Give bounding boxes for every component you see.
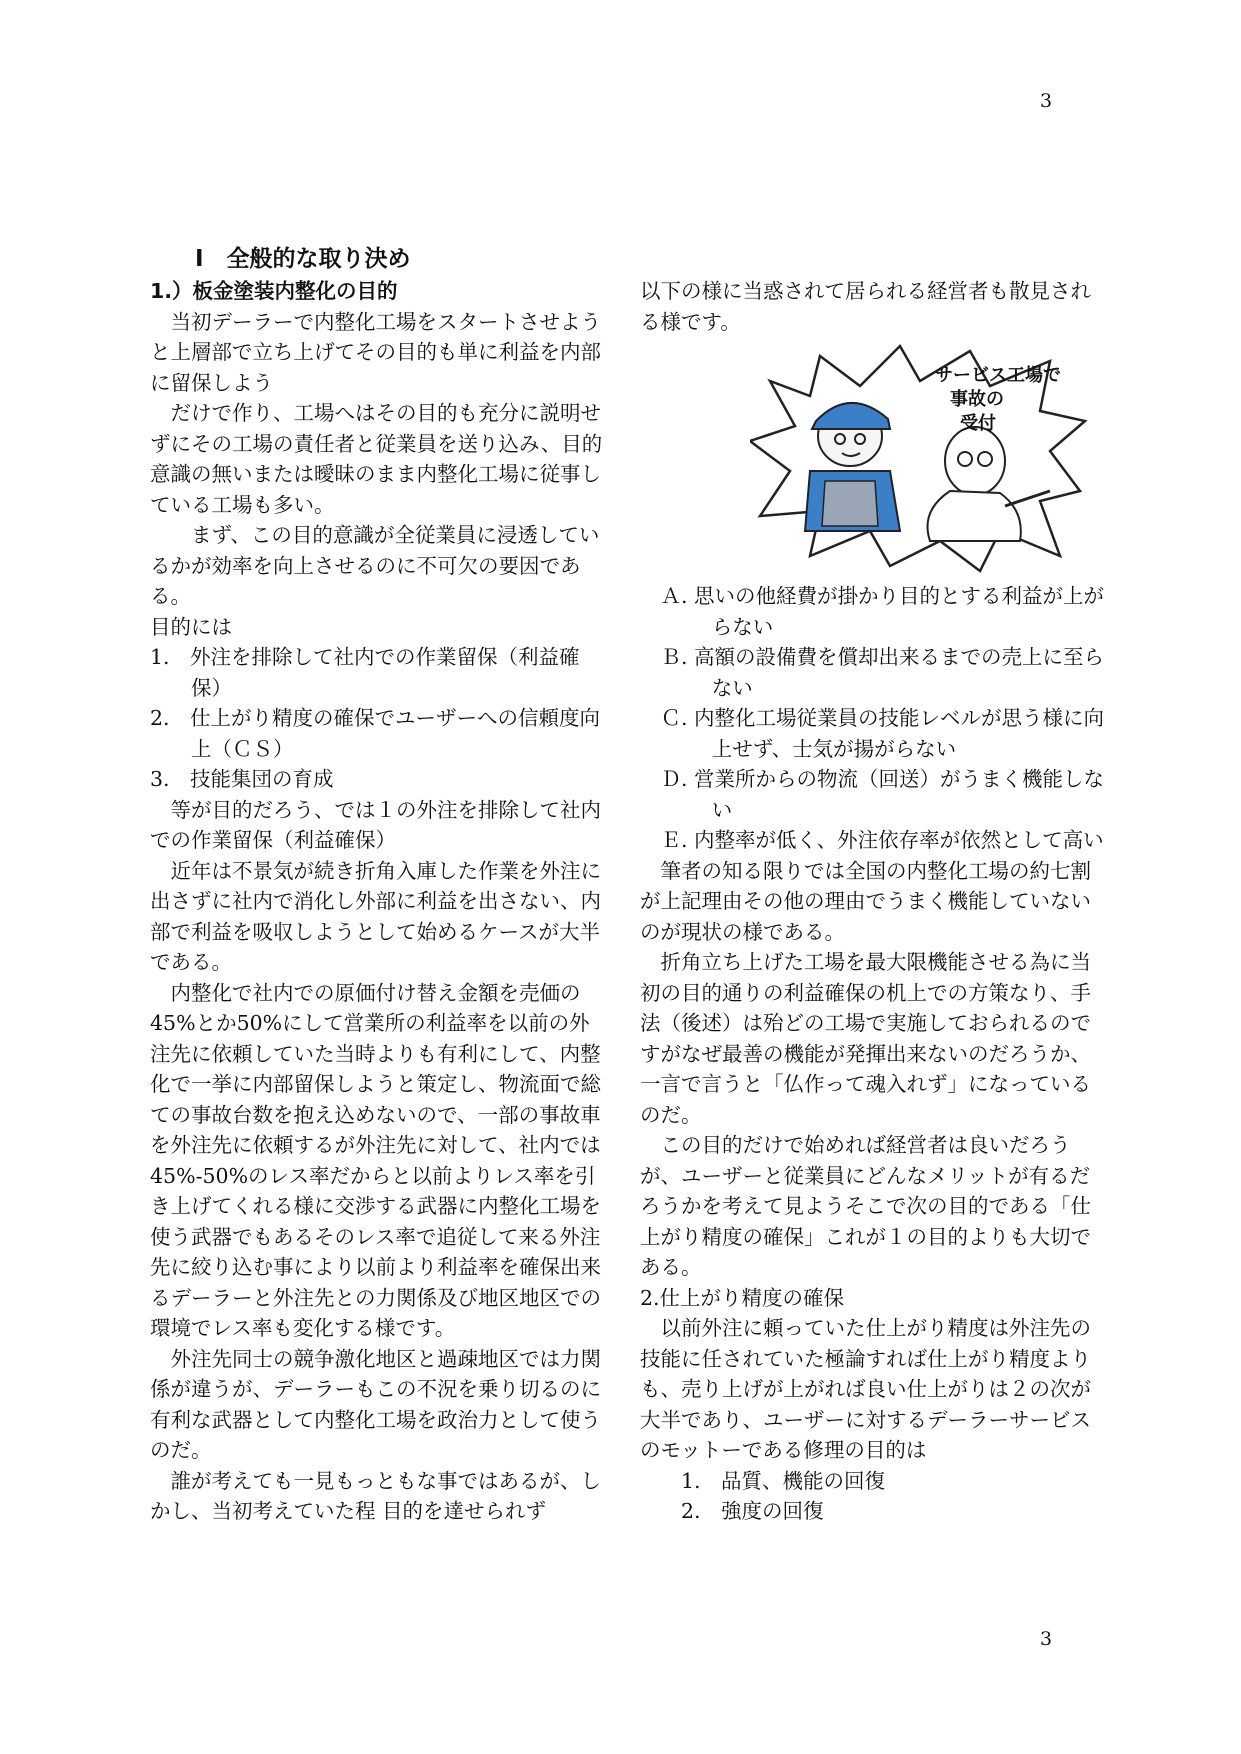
cartoon-caption-line2: 事故の — [950, 389, 1004, 410]
section-title: Ⅰ 全般的な取り決め — [195, 246, 411, 272]
paragraph: 近年は不景気が続き折角入庫した作業を外注に出さずに社内で消化し外部に利益を出さない、内部で利益を吸収しようとして始めるケースが大半である。 — [150, 858, 601, 974]
paragraph: 目的には — [150, 614, 232, 639]
paragraph: 折角立ち上げた工場を最大限機能させる為に当初の目的通りの利益確保の机上での方策なり、手法（後述）は殆どの工場で実施しておられるのですがなぜ最善の機能が発揮出来ないのだろうか、一言で言うと「仏作って魂入れず」になっているのだ。 — [640, 950, 1091, 1127]
list-item: Ａ. 思いの他経費が掛かり目的とする利益が上がらない — [660, 584, 1105, 639]
list-item: 1. 品質、機能の回復 — [681, 1468, 886, 1493]
list-item: 1. 外注を排除して社内での作業留保（利益確保） — [150, 645, 580, 700]
paragraph: 筆者の知る限りでは全国の内整化工場の約七割が上記理由その他の理由でうまく機能していないのが現状の様である。 — [640, 858, 1091, 944]
subheading-purpose: 1.）板金塗装内整化の目的 — [150, 279, 398, 303]
page-number-bottom: 3 — [1040, 1628, 1053, 1650]
paragraph: 当初デーラーで内整化工場をスタートさせようと上層部で立ち上げてその目的も単に利益を内部に留保しよう — [150, 309, 601, 395]
cartoon-image — [750, 341, 1090, 573]
paragraph: 外注先同士の競争激化地区と過疎地区では力関係が違うが、デーラーもこの不況を乗り切るのに有利な武器として内整化工場を政治力として使うのだ。 — [150, 1346, 601, 1462]
list-item: Ｅ. 内整率が低く、外注依存率が依然として高い — [660, 828, 1104, 852]
paragraph: 等が目的だろう、では１の外注を排除して社内での作業留保（利益確保） — [150, 797, 601, 852]
subheading-precision: 2.仕上がり精度の確保 — [640, 1285, 845, 1310]
list-item: 2. 強度の回復 — [681, 1499, 824, 1523]
paragraph: 以下の様に当惑されて居られる経営者も散見される様です。 — [640, 279, 1091, 334]
right-column — [640, 276, 1110, 1527]
left-column — [150, 276, 610, 1527]
cartoon-caption-line3: 受付 — [960, 413, 996, 434]
paragraph: まず、この目的意識が全従業員に浸透しているかが効率を向上させるのに不可欠の要因である。 — [150, 523, 600, 608]
paragraph: だけで作り、工場へはその目的も充分に説明せずにその工場の責任者と従業員を送り込み、目的意識の無いまたは曖昧のまま内整化工場に従事している工場も多い。 — [150, 401, 603, 517]
paragraph: 誰が考えても一見もっともな事ではあるが、しかし、当初考えていた程 目的を達せられず — [150, 1468, 601, 1523]
page-number-top: 3 — [1040, 90, 1053, 112]
list-item: Ｂ. 高額の設備費を償却出来るまでの売上に至らない — [660, 645, 1105, 700]
list-item: Ｃ. 内整化工場従業員の技能レベルが思う様に向上せず、士気が揚がらない — [660, 706, 1105, 761]
list-item: Ｄ. 営業所からの物流（回送）がうまく機能しない — [660, 767, 1105, 822]
paragraph: この目的だけで始めれば経営者は良いだろうが、ユーザーと従業員にどんなメリットが有るだろうかを考えて見ようそこで次の目的である「仕上がり精度の確保」これが１の目的よりも大切である。 — [640, 1133, 1091, 1279]
paragraph: 内整化で社内での原価付け替え金額を売価の45%とか50%にして営業所の利益率を以前の外注先に依頼していた当時よりも有利にして、内整化で一挙に内部留保しようと策定し、物流面で総ての事故台数を抱え込めないので、一部の事故車を外注先に依頼するが外注先に対して、社内では45%-50%のレス率だからと以前よりレス率を引き上げてくれる様に交渉する武器に内整化工場を使う武器でもあるそのレス率で追従して来る外注先に絞り込む事により以前より利益率を確保出来るデーラーと外注先との力関係及び地区地区での環境でレス率も変化する様です。 — [150, 980, 601, 1340]
list-item: 2. 仕上がり精度の確保でユーザーへの信頼度向上（ＣＳ） — [150, 706, 601, 761]
paragraph: 以前外注に頼っていた仕上がり精度は外注先の技能に任されていた極論すれば仕上がり精度よりも、売り上げが上がれば良い仕上がりは２の次が大半であり、ユーザーに対するデーラーサービスのモットーである修理の目的は — [640, 1316, 1091, 1462]
cartoon-caption-line1: サービス工場で — [935, 365, 1061, 386]
list-item: 3. 技能集団の育成 — [150, 767, 334, 791]
cartoon-illustration — [750, 341, 1090, 573]
